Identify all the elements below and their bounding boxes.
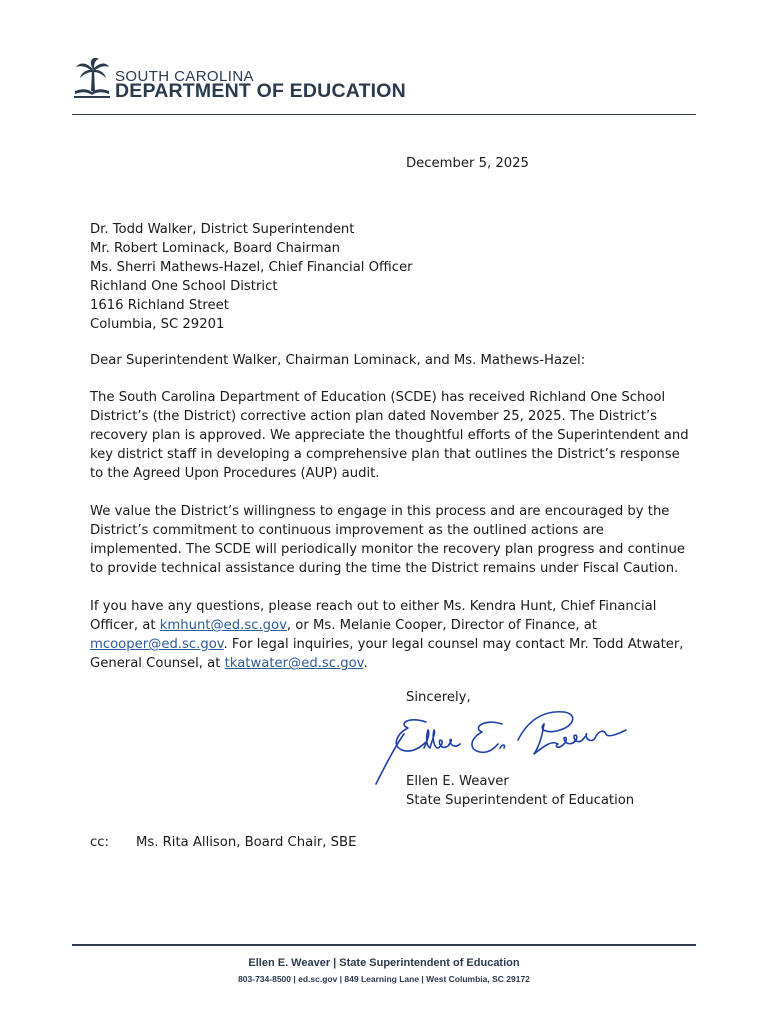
body-paragraph-3 xyxy=(90,597,690,673)
paragraph-line: implemented. The SCDE will periodically monitor the recovery plan progress and continue xyxy=(90,542,685,557)
header-divider xyxy=(72,114,696,115)
paragraph-line: District’s (the District) corrective action plan dated November 25, 2025. The District’s xyxy=(90,409,658,424)
palmetto-tree-icon xyxy=(73,57,111,101)
recipient-line: Dr. Todd Walker, District Superintendent xyxy=(90,222,355,237)
paragraph-line: The South Carolina Department of Education (SCDE) has received Richland One School xyxy=(90,390,666,405)
recipient-line: Ms. Sherri Mathews-Hazel, Chief Financial Officer xyxy=(90,260,413,275)
email-link-tkatwater[interactable]: tkatwater@ed.sc.gov xyxy=(224,656,364,671)
org-name-line2: DEPARTMENT OF EDUCATION xyxy=(115,80,406,102)
recipient-line: Columbia, SC 29201 xyxy=(90,317,225,332)
footer-divider xyxy=(72,944,696,946)
paragraph-line: to the Agreed Upon Procedures (AUP) audit. xyxy=(90,466,380,481)
cc-line xyxy=(90,833,356,852)
recipient-address xyxy=(90,220,690,334)
body-paragraph-1 xyxy=(90,388,690,483)
recipient-line: 1616 Richland Street xyxy=(90,298,229,313)
recipient-line: Mr. Robert Lominack, Board Chairman xyxy=(90,241,341,256)
text-segment: , or Ms. Melanie Cooper, Director of Finance, at xyxy=(286,618,597,633)
body-paragraph-2 xyxy=(90,502,690,578)
footer-title: Ellen E. Weaver | State Superintendent of Education xyxy=(248,957,520,969)
email-link-mcooper[interactable]: mcooper@ed.sc.gov xyxy=(90,637,224,652)
text-segment: Officer, at xyxy=(90,618,160,633)
footer-contact: 803-734-8500 | ed.sc.gov | 849 Learning Lane | West Columbia, SC 29172 xyxy=(238,974,530,984)
cc-label: cc: xyxy=(90,835,109,850)
paragraph-line: If you have any questions, please reach out to either Ms. Kendra Hunt, Chief Financial xyxy=(90,599,657,614)
signer-name: Ellen E. Weaver xyxy=(406,774,509,789)
salutation: Dear Superintendent Walker, Chairman Lominack, and Ms. Mathews-Hazel: xyxy=(90,353,586,368)
email-link-kmhunt[interactable]: kmhunt@ed.sc.gov xyxy=(159,618,287,633)
recipient-line: Richland One School District xyxy=(90,279,278,294)
paragraph-line: key district staff in developing a comprehensive plan that outlines the District’s response xyxy=(90,447,680,462)
signer-title: State Superintendent of Education xyxy=(406,793,635,808)
letter-date: December 5, 2025 xyxy=(406,156,529,171)
text-segment: . xyxy=(363,656,368,671)
paragraph-line: We value the District’s willingness to engage in this process and are encouraged by the xyxy=(90,504,670,519)
org-name-line1: SOUTH CAROLINA xyxy=(115,68,254,85)
paragraph-line: recovery plan is approved. We appreciate the thoughtful efforts of the Superintendent and xyxy=(90,428,689,443)
cc-recipient: Ms. Rita Allison, Board Chair, SBE xyxy=(136,835,357,850)
paragraph-line xyxy=(90,616,690,635)
paragraph-line xyxy=(90,654,690,673)
signer-block xyxy=(406,772,634,810)
text-segment: . For legal inquiries, your legal counsel may contact Mr. Todd Atwater, xyxy=(223,637,684,652)
paragraph-line: to provide technical assistance during the time the District remains under Fiscal Caution. xyxy=(90,561,679,576)
paragraph-line: District’s commitment to continuous improvement as the outlined actions are xyxy=(90,523,604,538)
paragraph-line xyxy=(90,635,690,654)
text-segment: General Counsel, at xyxy=(90,656,225,671)
closing: Sincerely, xyxy=(406,690,471,705)
